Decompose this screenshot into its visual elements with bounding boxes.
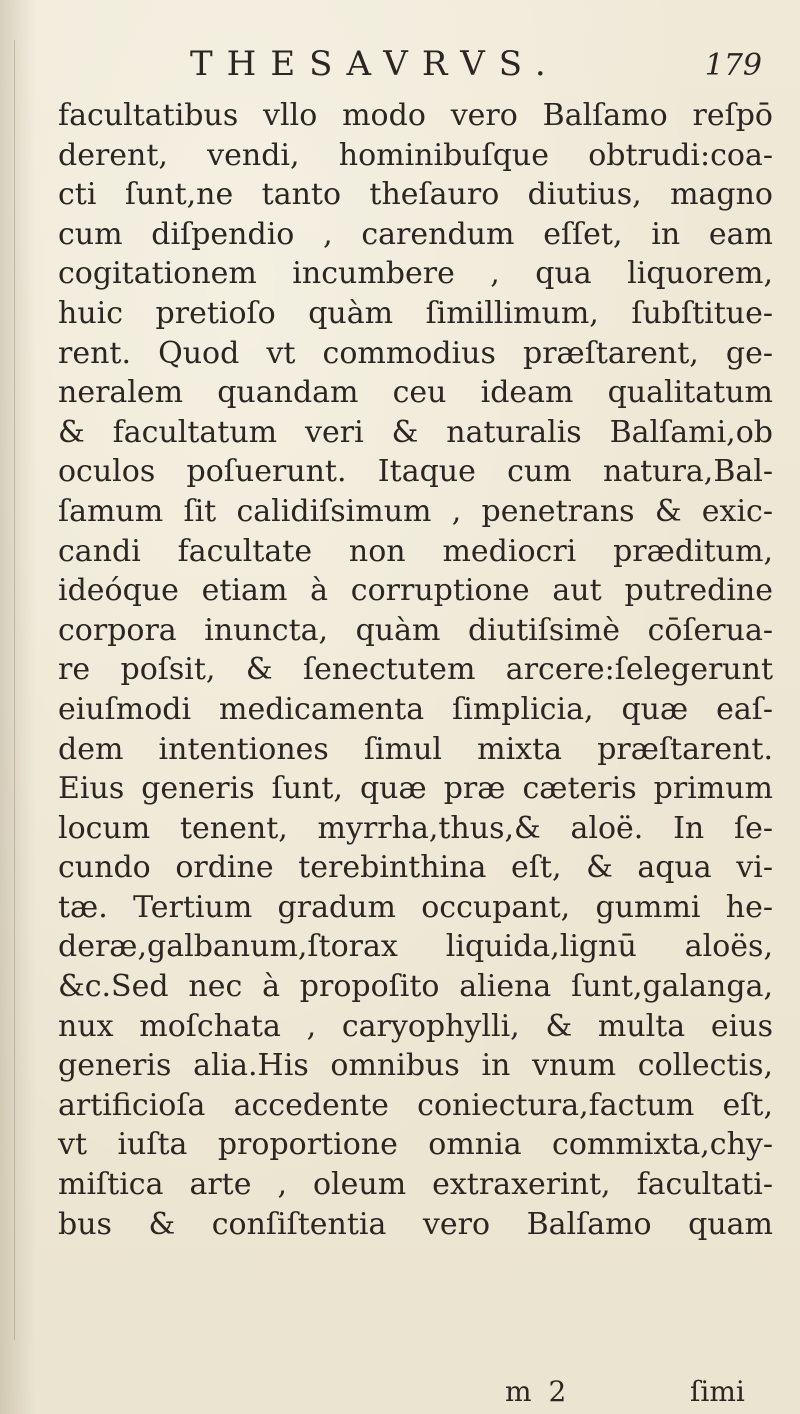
text-line: ſamum ſit calidiſsimum , penetrans & exic- (58, 493, 773, 529)
text-line: Eius generis ſunt, quæ præ cæteris primum (58, 771, 773, 807)
text-line: locum tenent, myrrha,thus,& aloë. In ſe- (58, 810, 773, 846)
text-line: nux moſchata , caryophylli, & multa eius (58, 1008, 773, 1044)
text-line: tæ. Tertium gradum occupant, gummi he- (58, 889, 773, 925)
text-line: &c.Sed nec à propoſito aliena ſunt,galanga, (58, 969, 773, 1005)
text-line: artificioſa accedente coniectura,factum eſt, (58, 1087, 773, 1123)
text-line: cti ſunt,ne tanto theſauro diutius, magno (58, 177, 773, 213)
text-line: huic pretioſo quàm ſimillimum, ſubſtitue- (58, 295, 773, 331)
text-line: facultatibus vllo modo vero Balſamo reſpō (58, 98, 773, 133)
text-line: miſtica arte , oleum extraxerint, facultati- (58, 1167, 773, 1203)
text-line: eiuſmodi medicamenta ſimplicia, quæ eaſ- (58, 691, 773, 727)
text-line: candi facultate non mediocri præditum, (58, 533, 773, 569)
catchword: ſimi (690, 1375, 745, 1408)
text-line: neralem quandam ceu ideam qualitatum (58, 375, 773, 411)
binding-gutter-shadow (0, 0, 36, 1414)
body-text (58, 96, 773, 1244)
text-line: vt iuſta proportione omnia commixta,chy- (58, 1127, 773, 1163)
text-line: cogitationem incumbere , qua liquorem, (58, 256, 773, 292)
signature-mark: m 2 (505, 1375, 571, 1408)
text-line: bus & conſiſtentia vero Balſamo quam (58, 1206, 773, 1242)
text-line: cundo ordine terebinthina eſt, & aqua vi- (58, 850, 773, 886)
text-line: derent, vendi, hominibuſque obtrudi:coa- (58, 137, 773, 173)
text-line: generis alia.His omnibus in vnum collectis, (58, 1048, 773, 1084)
text-line: oculos poſuerunt. Itaque cum natura,Bal- (58, 454, 773, 490)
text-line: & facultatum veri & naturalis Balſami,ob (58, 414, 773, 450)
text-line: ideóque etiam à corruptione aut putredine (58, 573, 773, 609)
text-line: dem intentiones ſimul mixta præſtarent. (58, 731, 773, 767)
page-edge-line (14, 40, 15, 1340)
text-line: corpora inuncta, quàm diutiſsimè cōſerua- (58, 612, 773, 648)
text-line: cum diſpendio , carendum eſſet, in eam (58, 216, 773, 252)
running-title: THESAVRVS. (190, 44, 560, 84)
text-line: deræ,galbanum,ſtorax liquida,lignū aloës, (58, 929, 773, 965)
text-line: rent. Quod vt commodius præſtarent, ge- (58, 335, 773, 371)
text-line: re poſsit, & ſenectutem arcere:ſelegerunt (58, 652, 773, 688)
page-number: 179 (704, 48, 762, 83)
